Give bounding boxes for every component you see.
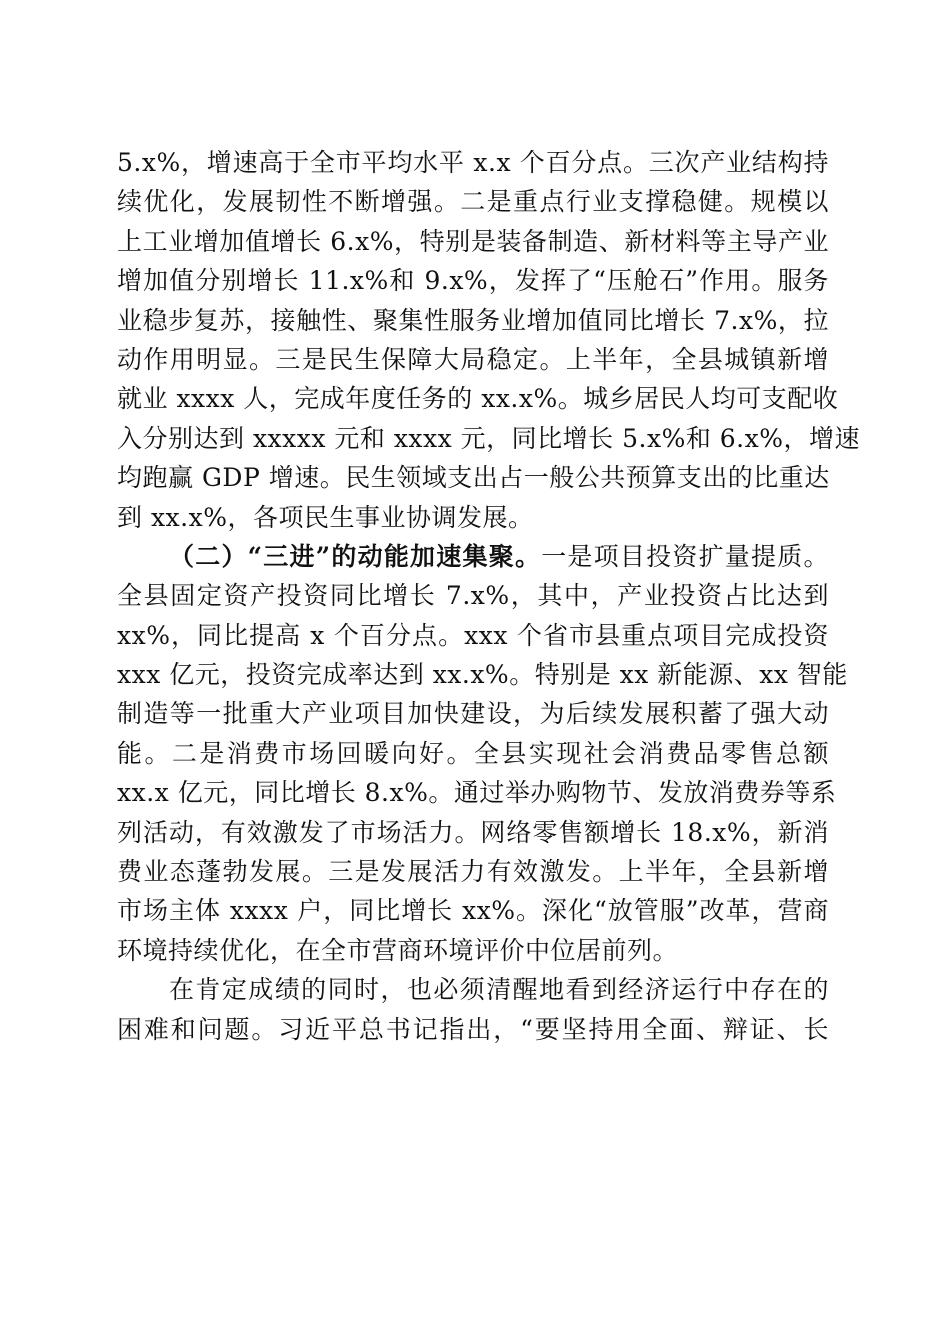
text-line: 业稳步复苏，接触性、聚集性服务业增加值同比增长 7.x%，拉: [117, 305, 829, 335]
text-line: 环境持续优化，在全市营商环境评价中位居前列。: [117, 935, 679, 965]
section-heading-line: [117, 537, 829, 576]
text-line: 列活动，有效激发了市场活力。网络零售额增长 18.x%，新消: [117, 817, 829, 847]
text-line: 动作用明显。三是民生保障大局稳定。上半年，全县城镇新增: [117, 344, 829, 374]
section-heading: （二）“三进”的动能加速集聚。: [169, 541, 542, 571]
text-line: 费业态蓬勃发展。三是发展活力有效激发。上半年，全县新增: [117, 857, 829, 887]
body-text: [117, 143, 860, 1049]
text-line: 在肯定成绩的同时，也必须清醒地看到经济运行中存在的: [169, 975, 829, 1005]
text-line: 续优化，发展韧性不断增强。二是重点行业支撑稳健。规模以: [117, 187, 829, 217]
text-line: 入分别达到 xxxxx 元和 xxxx 元，同比增长 5.x%和 6.x%，增速: [117, 423, 860, 453]
text-line: 均跑赢 GDP 增速。民生领域支出占一般公共预算支出的比重达: [117, 463, 830, 493]
text-line: 上工业增加值增长 6.x%，特别是装备制造、新材料等主导产业: [117, 226, 829, 256]
text-line: xx.x 亿元，同比增长 8.x%。通过举办购物节、发放消费券等系: [117, 778, 837, 808]
text-line: 到 xx.x%，各项民生事业协调发展。: [117, 502, 534, 532]
text-line: xx%，同比提高 x 个百分点。xxx 个省市县重点项目完成投资: [117, 620, 829, 650]
text-line: 制造等一批重大产业项目加快建设，为后续发展积蓄了强大动: [117, 699, 829, 729]
text-line: 就业 xxxx 人，完成年度任务的 xx.x%。城乡居民人均可支配收: [117, 384, 839, 414]
text-line: 5.x%，增速高于全市平均水平 x.x 个百分点。三次产业结构持: [117, 148, 829, 177]
text-line: 市场主体 xxxx 户，同比增长 xx%。深化“放管服”改革，营商: [117, 896, 829, 926]
text-line: 全县固定资产投资同比增长 7.x%，其中，产业投资占比达到: [117, 581, 829, 611]
section-heading-rest: 一是项目投资扩量提质。: [541, 541, 829, 571]
text-line: 增加值分别增长 11.x%和 9.x%，发挥了“压舱石”作用。服务: [117, 266, 829, 296]
text-line: 困难和问题。习近平总书记指出，“要坚持用全面、辩证、长: [117, 1014, 829, 1044]
text-line: xxx 亿元，投资完成率达到 xx.x%。特别是 xx 新能源、xx 智能: [117, 660, 848, 690]
text-line: 能。二是消费市场回暖向好。全县实现社会消费品零售总额: [117, 738, 829, 768]
